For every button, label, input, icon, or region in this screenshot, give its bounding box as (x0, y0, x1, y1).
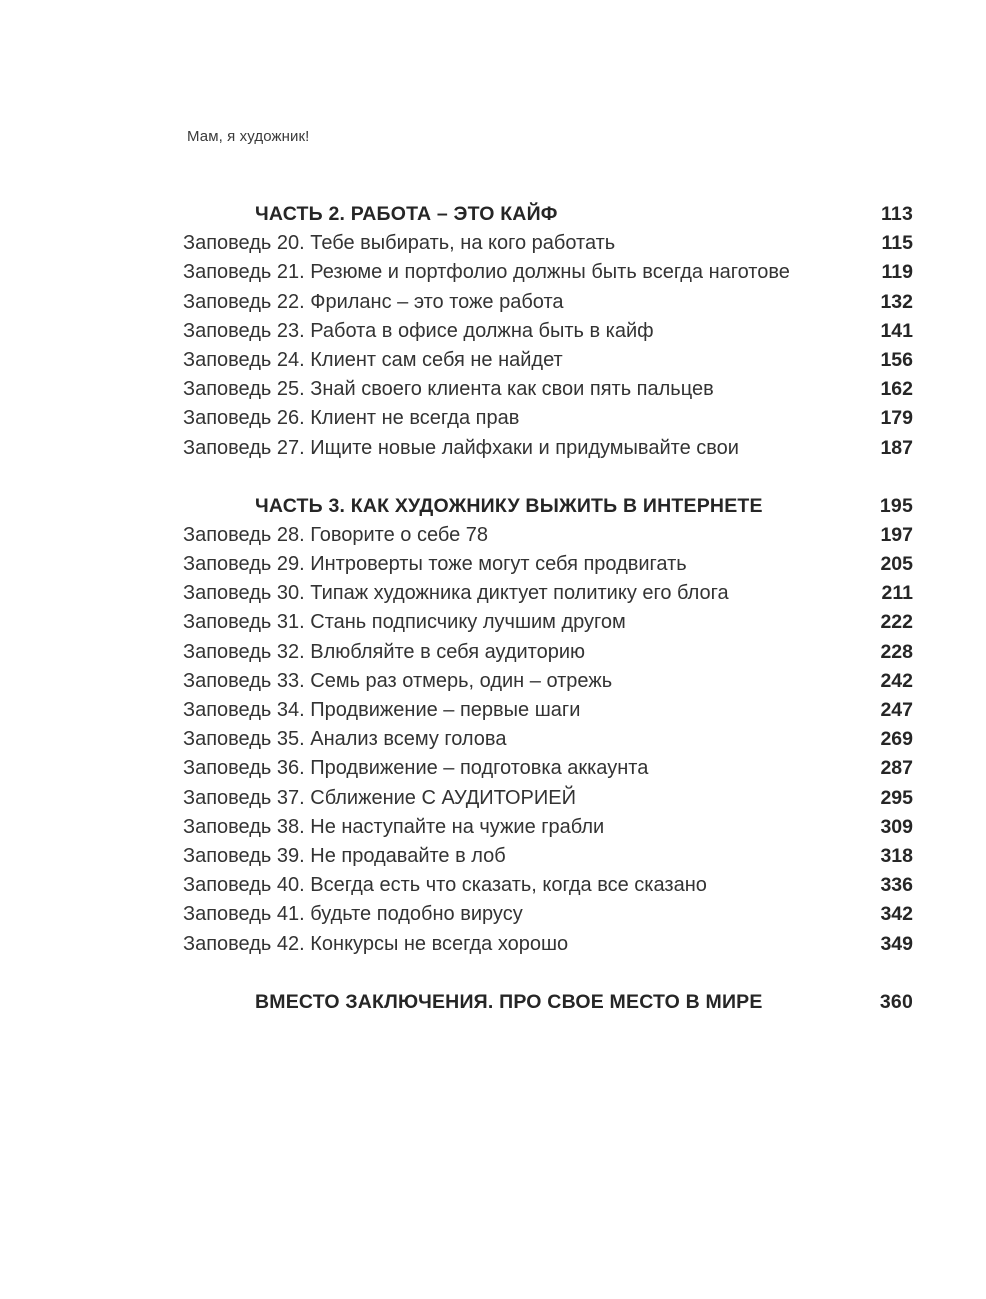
toc-entry[interactable] (183, 346, 913, 375)
page-number: 205 (880, 553, 913, 576)
page-number: 179 (880, 407, 913, 430)
page-number: 113 (880, 203, 913, 225)
toc-entry[interactable] (183, 667, 913, 696)
entry-title: Заповедь 23. Работа в офисе должна быть в кайф (183, 319, 654, 342)
entry-title: Заповедь 38. Не наступайте на чужие грабли (183, 815, 605, 838)
part-title: ЧАСТЬ 2. РАБОТА – ЭТО КАЙФ (255, 203, 558, 225)
page-number: 187 (880, 436, 913, 459)
page-number: 287 (880, 757, 913, 780)
page-number: 222 (880, 611, 913, 634)
entry-title: Заповедь 33. Семь раз отмерь, один – отрежь (183, 669, 613, 692)
toc-part-heading[interactable] (183, 492, 913, 521)
page-number: 360 (879, 990, 913, 1013)
toc-section-part-2 (183, 200, 913, 463)
entry-title: Заповедь 27. Ищите новые лайфхаки и придумывайте свои (183, 436, 739, 459)
toc-section-part-3 (183, 492, 913, 959)
entry-title: Заповедь 39. Не продавайте в лоб (183, 844, 506, 867)
toc-part-heading[interactable] (183, 200, 913, 229)
page-number: 318 (880, 844, 913, 867)
toc-part-heading[interactable] (183, 988, 913, 1017)
page-number: 349 (880, 932, 913, 955)
toc-entry[interactable] (183, 229, 913, 258)
page-number: 295 (880, 786, 913, 809)
toc-entry[interactable] (183, 725, 913, 754)
toc-entry[interactable] (183, 638, 913, 667)
entry-title: Заповедь 21. Резюме и портфолио должны быть всегда наготове (183, 261, 790, 284)
page-number: 309 (880, 815, 913, 838)
entry-title: Заповедь 42. Конкурсы не всегда хорошо (183, 932, 569, 955)
page-number: 119 (881, 261, 913, 284)
entry-title: Заповедь 31. Стань подписчику лучшим другом (183, 611, 626, 634)
toc-entry[interactable] (183, 434, 913, 463)
toc-entry[interactable] (183, 317, 913, 346)
page-number: 156 (880, 348, 913, 371)
page-number: 115 (881, 232, 913, 255)
page-number: 242 (880, 669, 913, 692)
toc-entry[interactable] (183, 696, 913, 725)
page-number: 336 (880, 874, 913, 897)
toc-entry[interactable] (183, 404, 913, 433)
entry-title: Заповедь 32. Влюбляйте в себя аудиторию (183, 640, 586, 663)
page-number: 269 (880, 728, 913, 751)
entry-title: Заповедь 28. Говорите о себе 78 (183, 523, 489, 546)
entry-title: Заповедь 40. Всегда есть что сказать, когда все сказано (183, 874, 707, 897)
page-number: 211 (881, 582, 913, 605)
toc-entry[interactable] (183, 608, 913, 637)
page-number: 195 (879, 494, 913, 517)
entry-title: Заповедь 24. Клиент сам себя не найдет (183, 348, 563, 371)
toc-entry[interactable] (183, 258, 913, 287)
entry-title: Заповедь 35. Анализ всему голова (183, 728, 507, 751)
toc-entry[interactable] (183, 521, 913, 550)
entry-title: Заповедь 34. Продвижение – первые шаги (183, 699, 581, 721)
part-title: ЧАСТЬ 3. КАК ХУДОЖНИКУ ВЫЖИТЬ В ИНТЕРНЕТЕ (255, 494, 763, 517)
entry-title: Заповедь 22. Фриланс – это тоже работа (183, 290, 564, 313)
page-number: 228 (880, 640, 913, 663)
toc-section-conclusion (183, 988, 913, 1017)
page-number: 247 (880, 699, 913, 721)
toc-entry[interactable] (183, 784, 913, 813)
page-number: 141 (880, 319, 913, 342)
toc-entry[interactable] (183, 375, 913, 404)
toc-entry[interactable] (183, 754, 913, 783)
toc-entry[interactable] (183, 930, 913, 959)
part-title: ВМЕСТО ЗАКЛЮЧЕНИЯ. ПРО СВОЕ МЕСТО В МИРЕ (255, 990, 763, 1013)
page-number: 132 (880, 290, 913, 313)
page-number: 342 (880, 903, 913, 926)
toc-entry[interactable] (183, 288, 913, 317)
toc-entry[interactable] (183, 900, 913, 929)
toc-entry[interactable] (183, 871, 913, 900)
toc-entry[interactable] (183, 842, 913, 871)
entry-title: Заповедь 25. Знай своего клиента как свои пять пальцев (183, 378, 714, 401)
entry-title: Заповедь 36. Продвижение – подготовка аккаунта (183, 757, 649, 780)
entry-title: Заповедь 20. Тебе выбирать, на кого работать (183, 232, 616, 255)
entry-title: Заповедь 37. Сближение С АУДИТОРИЕЙ (183, 786, 576, 809)
running-head: Мам, я художник! (187, 128, 310, 145)
entry-title: Заповедь 41. будьте подобно вирусу (183, 903, 523, 926)
entry-title: Заповедь 26. Клиент не всегда прав (183, 407, 520, 430)
table-of-contents (183, 200, 913, 1046)
page-number: 162 (880, 378, 913, 401)
toc-entry[interactable] (183, 550, 913, 579)
toc-entry[interactable] (183, 579, 913, 608)
page-number: 197 (880, 523, 913, 546)
entry-title: Заповедь 29. Интроверты тоже могут себя продвигать (183, 553, 687, 576)
toc-entry[interactable] (183, 813, 913, 842)
entry-title: Заповедь 30. Типаж художника диктует политику его блога (183, 582, 729, 605)
